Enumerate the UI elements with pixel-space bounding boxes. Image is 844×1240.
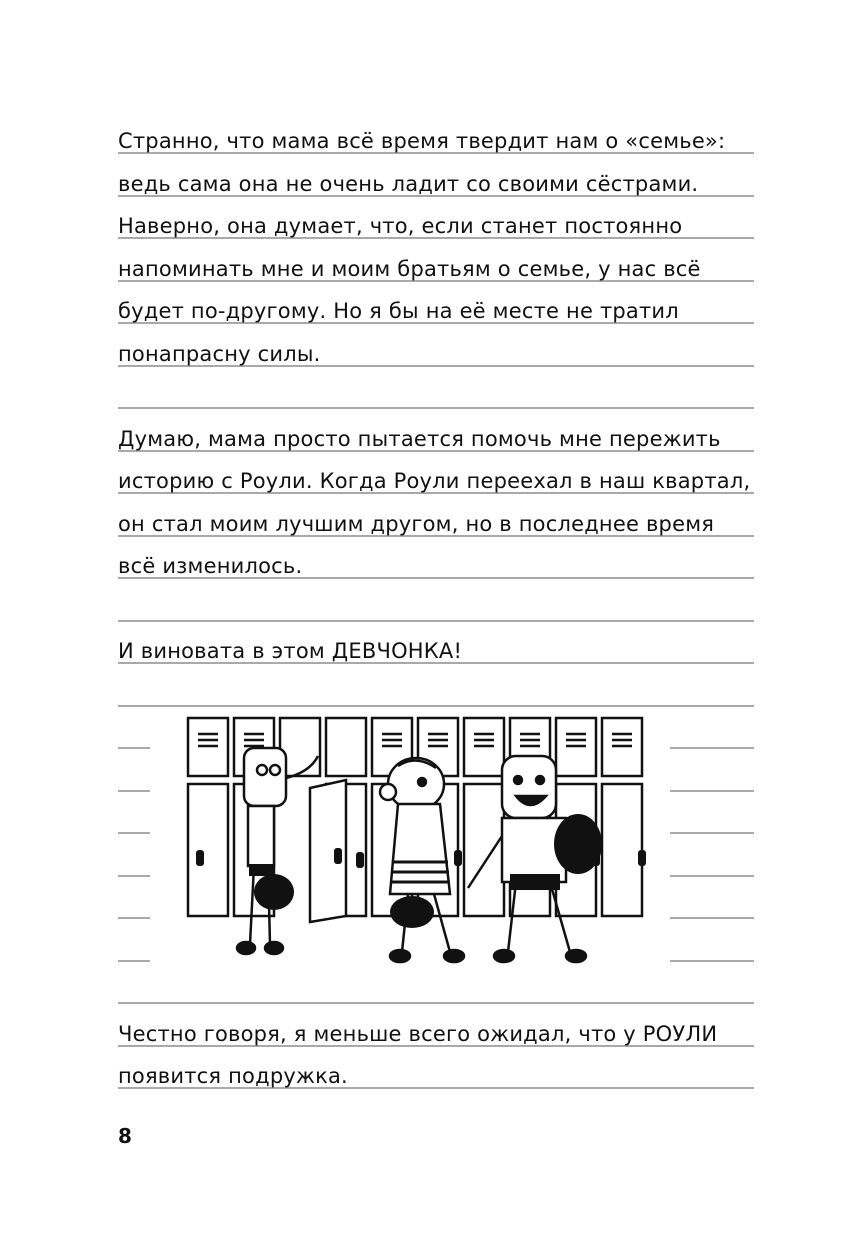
text-line: понапрасну силы.: [118, 342, 321, 366]
text-line: напоминать мне и моим братьям о семье, у нас всё: [118, 257, 701, 281]
text-line: будет по-другому. Но я бы на её месте не тратил: [118, 299, 679, 323]
ruled-line: [118, 620, 754, 622]
text-line: Странно, что мама всё время твердит нам о «семье»:: [118, 129, 726, 153]
ruled-line: [118, 1002, 754, 1004]
text-line: всё изменилось.: [118, 554, 303, 578]
text-line: ведь сама она не очень ладит со своими сёстрами.: [118, 172, 699, 196]
text-line: Честно говоря, я меньше всего ожидал, что у РОУЛИ: [118, 1022, 718, 1046]
text-line: историю с Роули. Когда Роули переехал в наш квартал,: [118, 469, 751, 493]
text-line: Наверно, она думает, что, если станет постоянно: [118, 214, 683, 238]
text-line: И виновата в этом ДЕВЧОНКА!: [118, 639, 463, 663]
lockers-illustration: [150, 712, 670, 974]
ruled-line: [118, 407, 754, 409]
ruled-line: [118, 705, 754, 707]
text-line: он стал моим лучшим другом, но в последнее время: [118, 512, 715, 536]
page-number: 8: [118, 1124, 132, 1148]
text-line: появится подружка.: [118, 1064, 348, 1088]
text-line: Думаю, мама просто пытается помочь мне пережить: [118, 427, 721, 451]
